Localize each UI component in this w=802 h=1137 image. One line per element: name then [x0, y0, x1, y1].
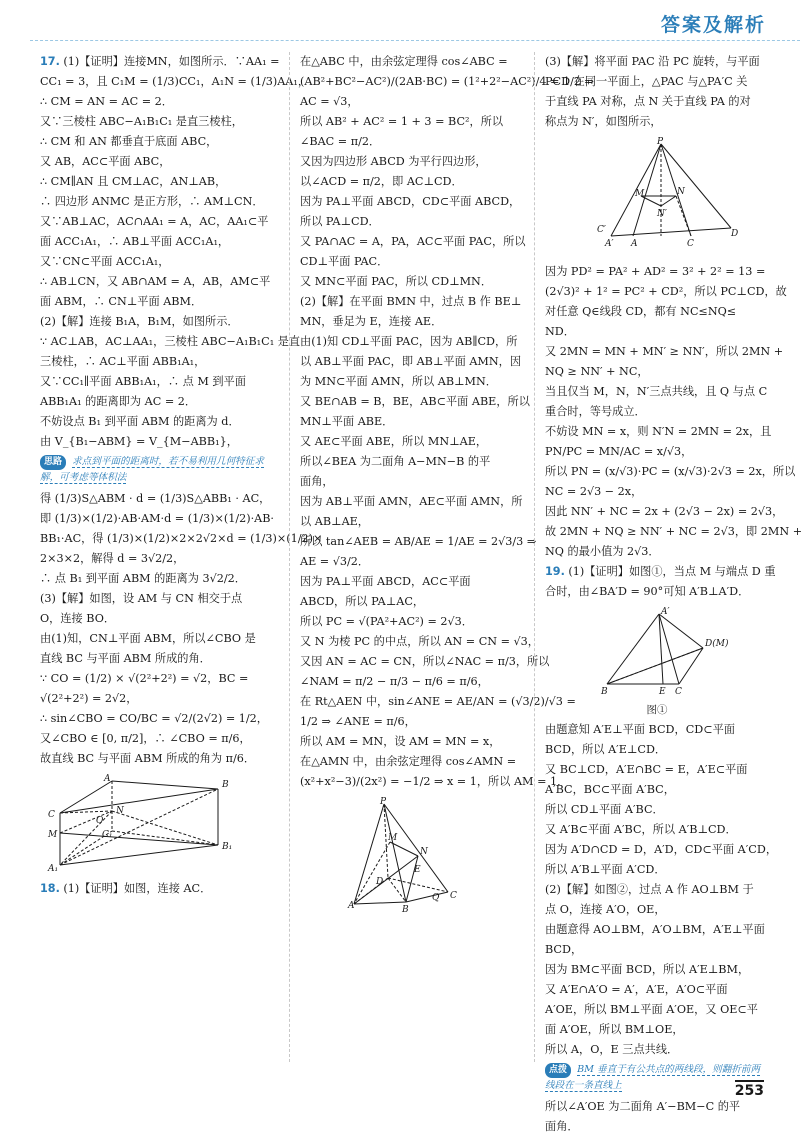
figure-label: N — [420, 847, 428, 857]
text-line: ∵ CO = (1/2) × √(2²+2²) = √2，BC = — [40, 672, 249, 685]
text-line: 因为 BM⊂平面 BCD，所以 A′E⊥BM， — [545, 963, 750, 976]
text-line: 面 ACC₁A₁，∴ AB⊥平面 ACC₁A₁， — [40, 235, 230, 248]
text-line: 故直线 BC 与平面 ABM 所成的角为 π/6． — [40, 752, 256, 765]
figure-label: P — [657, 137, 664, 147]
text-line: 因为 AB⊥平面 AMN，AE⊂平面 AMN，所 — [300, 495, 523, 508]
page-title: 答案及解析 — [660, 14, 766, 36]
text-line: 又∠CBO ∈ [0, π/2]，∴ ∠CBO = π/6， — [40, 732, 251, 745]
text-line: 又 AB，AC⊂平面 ABC， — [40, 155, 171, 168]
left-text-block — [40, 52, 310, 452]
figure-label: A — [348, 901, 355, 911]
tip-text: 求点到平面的距离时，若不易利用几何特征求解，可考虑等体积法 — [40, 456, 264, 483]
text-line: 由(1)知 CD⊥平面 PAC，因为 AB∥CD，所 — [300, 335, 518, 348]
text-line: 于直线 PA 对称，点 N 关于直线 PA 的对 — [545, 95, 751, 108]
figure-label: A′ — [605, 239, 614, 249]
figure-label: M — [388, 833, 398, 843]
text-line: 所以 PA⊥CD． — [300, 215, 380, 228]
figure-label: C′ — [597, 225, 606, 235]
figure-label: N — [677, 187, 685, 197]
figure-label: N — [116, 806, 124, 816]
text-line: 又 MN⊂平面 PAC，所以 CD⊥MN． — [300, 275, 493, 288]
figure-label: C — [675, 687, 682, 697]
text-line: 不妨设点 B₁ 到平面 ABM 的距离为 d． — [40, 415, 240, 428]
text-line: ∴ sin∠CBO = CO/BC = √2/(2√2) = 1/2， — [40, 712, 268, 725]
column-divider-2 — [534, 52, 535, 1062]
text-line: PN/PC = MN/AC = x/√3， — [545, 445, 693, 458]
question-text: (1)【证明】连接MN，如图所示．∵AA₁ = — [59, 55, 280, 68]
text-line: 所以 A，O，E 三点共线． — [545, 1043, 679, 1056]
text-line: 当且仅当 M，N，N′三点共线，且 Q 与点 C — [545, 385, 768, 398]
hint-tag: 点拨 — [545, 1063, 571, 1078]
page-number: 253 — [735, 1080, 764, 1099]
figure-label: E — [414, 865, 421, 875]
text-line: BB₁·AC，得 (1/3)×(1/2)×2×2√2×d = (1/3)×(1/2)× — [40, 532, 323, 545]
text-line: NC = 2√3 − 2x， — [545, 485, 643, 498]
text-line — [40, 52, 280, 72]
q18-number: 18. — [40, 882, 60, 895]
tip-note — [40, 454, 276, 485]
text-line: 即 (1/3)×(1/2)·AB·AM·d = (1/3)×(1/2)·AB· — [40, 512, 274, 525]
text-line: AE = √3/2． — [300, 555, 370, 568]
figure-label: Q — [432, 893, 440, 903]
figure-label: D(M) — [705, 639, 729, 649]
text-line: PCD 在同一平面上，△PAC 与△PA′C 关 — [545, 75, 748, 88]
text-line: 由 V_{B₁−ABM} = V_{M−ABB₁}， — [40, 435, 238, 448]
text-line — [545, 562, 776, 582]
tip-tag: 思路 — [40, 455, 66, 470]
text-line: (2)【解】在平面 BMN 中，过点 B 作 BE⊥ — [300, 295, 522, 308]
text-line: ∴ AB⊥CN，又 AB∩AM = A，AB，AM⊂平 — [40, 275, 271, 288]
text-line: 为 MN⊂平面 AMN，所以 AB⊥MN． — [300, 375, 497, 388]
text-line: 1/2 ⇒ ∠ANE = π/6， — [300, 715, 416, 728]
text-line: 以∠ACD = π/2，即 AC⊥CD． — [300, 175, 463, 188]
figure-label: M — [48, 830, 58, 840]
text-line: 称点为 N′，如图所示， — [545, 115, 662, 128]
text-line: 又 BE∩AB = B，BE，AB⊂平面 ABE，所以 — [300, 395, 530, 408]
text-line: CD⊥平面 PAC． — [300, 255, 389, 268]
text-line: ∵ AC⊥AB，AC⊥AA₁，三棱柱 ABC−A₁B₁C₁ 是直 — [40, 335, 301, 348]
figure-label: P — [380, 797, 387, 807]
question-number: 19. — [545, 565, 565, 578]
hint-text: BM 垂直于有公共点的两线段，则翻折前两线段在一条直线上 — [545, 1064, 761, 1091]
text-line: 所以 tan∠AEB = AB/AE = 1/AE = 2√3/3 ⇒ — [300, 535, 537, 548]
text-line: 因为 A′D∩CD = D，A′D，CD⊂平面 A′CD， — [545, 843, 778, 856]
text-line: (2)【解】如图②，过点 A 作 AO⊥BM 于 — [545, 883, 754, 896]
text-line: 得 (1/3)S△ABM · d = (1/3)S△ABB₁ · AC， — [40, 492, 271, 505]
text-line: 所以 AM = MN，设 AM = MN = x， — [300, 735, 501, 748]
text-line: AC = √3， — [300, 95, 359, 108]
text-line: BCD， — [545, 943, 583, 956]
figure-label: B₁ — [222, 842, 233, 852]
text-line: MN，垂足为 E，连接 AE． — [300, 315, 443, 328]
text-line: 以 AB⊥AE， — [300, 515, 369, 528]
text-line: 因为 PD² = PA² + AD² = 3² + 2² = 13 = — [545, 265, 766, 278]
text-line: NQ ≥ NN′ + NC， — [545, 365, 649, 378]
text-line: 又 A′E∩A′O = A′，A′E，A′O⊂平面 — [545, 983, 728, 996]
text-line: 所以∠BEA 为二面角 A−MN−B 的平 — [300, 455, 491, 468]
text-line: ∴ CM = AN = AC = 2． — [40, 95, 173, 108]
text-line: 所以 PC = √(PA²+AC²) = 2√3． — [300, 615, 473, 628]
text-line: 又∵CC₁∥平面 ABB₁A₁，∴ 点 M 到平面 — [40, 375, 246, 388]
text-line: 面 ABM，∴ CN⊥平面 ABM． — [40, 295, 203, 308]
q18-text: (1)【证明】如图，连接 AC． — [63, 882, 212, 895]
figure-label: A — [104, 774, 111, 784]
right-text-block-2 — [545, 262, 802, 602]
figure-label: E — [659, 687, 666, 697]
text-line: 又 PA∩AC = A，PA，AC⊂平面 PAC，所以 — [300, 235, 526, 248]
figure-label: C₁ — [102, 830, 113, 840]
text-line: ∠BAC = π/2． — [300, 135, 381, 148]
text-line: 又∵三棱柱 ABC−A₁B₁C₁ 是直三棱柱， — [40, 115, 243, 128]
header-band — [610, 0, 800, 50]
pyramid-figure — [348, 796, 458, 914]
text-line: √(2²+2²) = 2√2， — [40, 692, 138, 705]
text-line: 合时，由∠BA′D = 90°可知 A′B⊥A′D． — [545, 585, 750, 598]
text-line: 又 A′B⊂平面 A′BC，所以 A′B⊥CD． — [545, 823, 737, 836]
figure-label: M — [635, 189, 645, 199]
text-line: 又 AE⊂平面 ABE，所以 MN⊥AE， — [300, 435, 488, 448]
text-line: 又∵AB⊥AC，AC∩AA₁ = A，AC，AA₁⊂平 — [40, 215, 269, 228]
text-line: ∴ 点 B₁ 到平面 ABM 的距离为 3√2/2． — [40, 572, 246, 585]
fig1-figure — [591, 606, 731, 697]
text-line: A′BC，BC⊂平面 A′BC， — [545, 783, 675, 796]
right-text-block-3 — [545, 720, 778, 1060]
text-line: 所以 A′B⊥平面 A′CD． — [545, 863, 666, 876]
text-line: 面角， — [300, 475, 334, 488]
text-line: 点 O，连接 A′O，OE， — [545, 903, 666, 916]
text-line: 故 2MN + NQ ≥ NN′ + NC = 2√3，即 2MN + — [545, 525, 802, 538]
text-line: 因此 NN′ + NC = 2x + (2√3 − 2x) = 2√3， — [545, 505, 784, 518]
figure-label: B — [402, 905, 409, 915]
figure-label: N′ — [657, 209, 667, 219]
text-line: (3)【解】如图，设 AM 与 CN 相交于点 — [40, 592, 243, 605]
text-line: 又因 AN = AC = CN，所以∠NAC = π/3，所以 — [300, 655, 550, 668]
text-line: 三棱柱，∴ AC⊥平面 ABB₁A₁， — [40, 355, 206, 368]
text-line: 在△AMN 中，由余弦定理得 cos∠AMN = — [300, 755, 517, 768]
figure-label: C — [48, 810, 55, 820]
text-line: ABB₁A₁ 的距离即为 AC = 2． — [40, 395, 197, 408]
text-line: MN⊥平面 ABE． — [300, 415, 394, 428]
text-line: ABCD，所以 PA⊥AC， — [300, 595, 425, 608]
text-line: O，连接 BO． — [40, 612, 116, 625]
figure-label: C — [450, 891, 457, 901]
header-divider — [30, 40, 800, 41]
figure-caption: 图① — [646, 704, 668, 716]
text-line: NQ 的最小值为 2√3． — [545, 545, 660, 558]
text-line: 又∵CN⊂平面 ACC₁A₁， — [40, 255, 170, 268]
text-line: (x²+x²−3)/(2x²) = −1/2 ⇒ x = 1，所以 AM = 1． — [300, 775, 569, 788]
text-line: 直线 BC 与平面 ABM 所成的角． — [40, 652, 211, 665]
right-text-block — [545, 52, 769, 132]
text-line: 又 N 为棱 PC 的中点，所以 AN = CN = √3， — [300, 635, 539, 648]
figure-label: A′ — [661, 607, 670, 617]
text-line: 因为 PA⊥平面 ABCD，CD⊂平面 ABCD， — [300, 195, 521, 208]
text-line: ∴ CM 和 AN 都垂直于底面 ABC， — [40, 135, 218, 148]
q18-start — [40, 879, 276, 899]
text-line: ND． — [545, 325, 575, 338]
text-line: (AB²+BC²−AC²)/(2AB·BC) = (1²+2²−AC²)/4 = 1/2 ⇒ — [300, 75, 594, 88]
text-line: 由题意得 AO⊥BM，A′O⊥BM，A′E⊥平面 — [545, 923, 765, 936]
text-line: 在 Rt△AEN 中，sin∠ANE = AE/AN = (√3/2)/√3 = — [300, 695, 576, 708]
text-line: 重合时，等号成立． — [545, 405, 646, 418]
text-line: ∠NAM = π/2 − π/3 − π/6 = π/6， — [300, 675, 489, 688]
text-line: ∴ 四边形 ANMC 是正方形，∴ AM⊥CN． — [40, 195, 264, 208]
text-line: 所以 CD⊥平面 A′BC． — [545, 803, 664, 816]
text-line: 又 BC⊥CD，A′E∩BC = E，A′E⊂平面 — [545, 763, 748, 776]
figure-label: B — [601, 687, 608, 697]
figure-label: D — [731, 229, 739, 239]
right-text-block-4 — [545, 1097, 769, 1137]
figure-label: A — [631, 239, 638, 249]
figure-label: O — [96, 816, 104, 826]
text-line: (3)【解】将平面 PAC 沿 PC 旋转，与平面 — [545, 55, 760, 68]
text-line: BCD，所以 A′E⊥CD． — [545, 743, 667, 756]
text-line: A′OE，所以 BM⊥平面 A′OE，又 OE⊂平 — [545, 1003, 758, 1016]
question-text: (1)【证明】如图①，当点 M 与端点 D 重 — [564, 565, 776, 578]
text-line: (2)【解】连接 B₁A，B₁M，如图所示． — [40, 315, 239, 328]
figure-label: B — [222, 780, 229, 790]
column-divider-1 — [289, 52, 290, 1062]
text-line: CC₁ = 3，且 C₁M = (1/3)CC₁，A₁N = (1/3)AA₁， — [40, 75, 310, 88]
question-number: 17. — [40, 55, 60, 68]
text-line: 2×3×2，解得 d = 3√2/2， — [40, 552, 185, 565]
text-line: 因为 PA⊥平面 ABCD，AC⊂平面 — [300, 575, 471, 588]
text-line: ∴ CM∥AN 且 CM⊥AC，AN⊥AB， — [40, 175, 227, 188]
text-line: 所以 AB² + AC² = 1 + 3 = BC²，所以 — [300, 115, 504, 128]
text-line: 又因为四边形 ABCD 为平行四边形， — [300, 155, 487, 168]
text-line: 不妨设 MN = x，则 N′N = 2MN = 2x，且 — [545, 425, 772, 438]
unfold-figure — [581, 136, 741, 256]
text-line: 由(1)知，CN⊥平面 ABM，所以∠CBO 是 — [40, 632, 256, 645]
text-line: 所以∠A′OE 为二面角 A′−BM−C 的平 — [545, 1100, 741, 1113]
text-line: 又 2MN = MN + MN′ ≥ NN′，所以 2MN + — [545, 345, 784, 358]
text-line: 在△ABC 中，由余弦定理得 cos∠ABC = — [300, 55, 508, 68]
left-text-block-2 — [40, 489, 323, 769]
prism-figure — [40, 773, 240, 873]
text-line: 由题意知 A′E⊥平面 BCD，CD⊂平面 — [545, 723, 735, 736]
text-line: (2√3)² + 1² = PC² + CD²，所以 PC⊥CD，故 — [545, 285, 787, 298]
text-line: 面 A′OE，所以 BM⊥OE， — [545, 1023, 684, 1036]
text-line: 面角． — [545, 1120, 579, 1133]
figure-label: C — [687, 239, 694, 249]
text-line: 以 AB⊥平面 PAC，即 AB⊥平面 AMN，因 — [300, 355, 522, 368]
text-line: 对任意 Q∈线段 CD，都有 NC≤NQ≤ — [545, 305, 737, 318]
text-line: 所以 PN = (x/√3)·PC = (x/√3)·2√3 = 2x，所以 — [545, 465, 796, 478]
right-column — [545, 52, 802, 1133]
figure-label: A₁ — [48, 864, 59, 874]
figure-label: D — [376, 877, 384, 887]
